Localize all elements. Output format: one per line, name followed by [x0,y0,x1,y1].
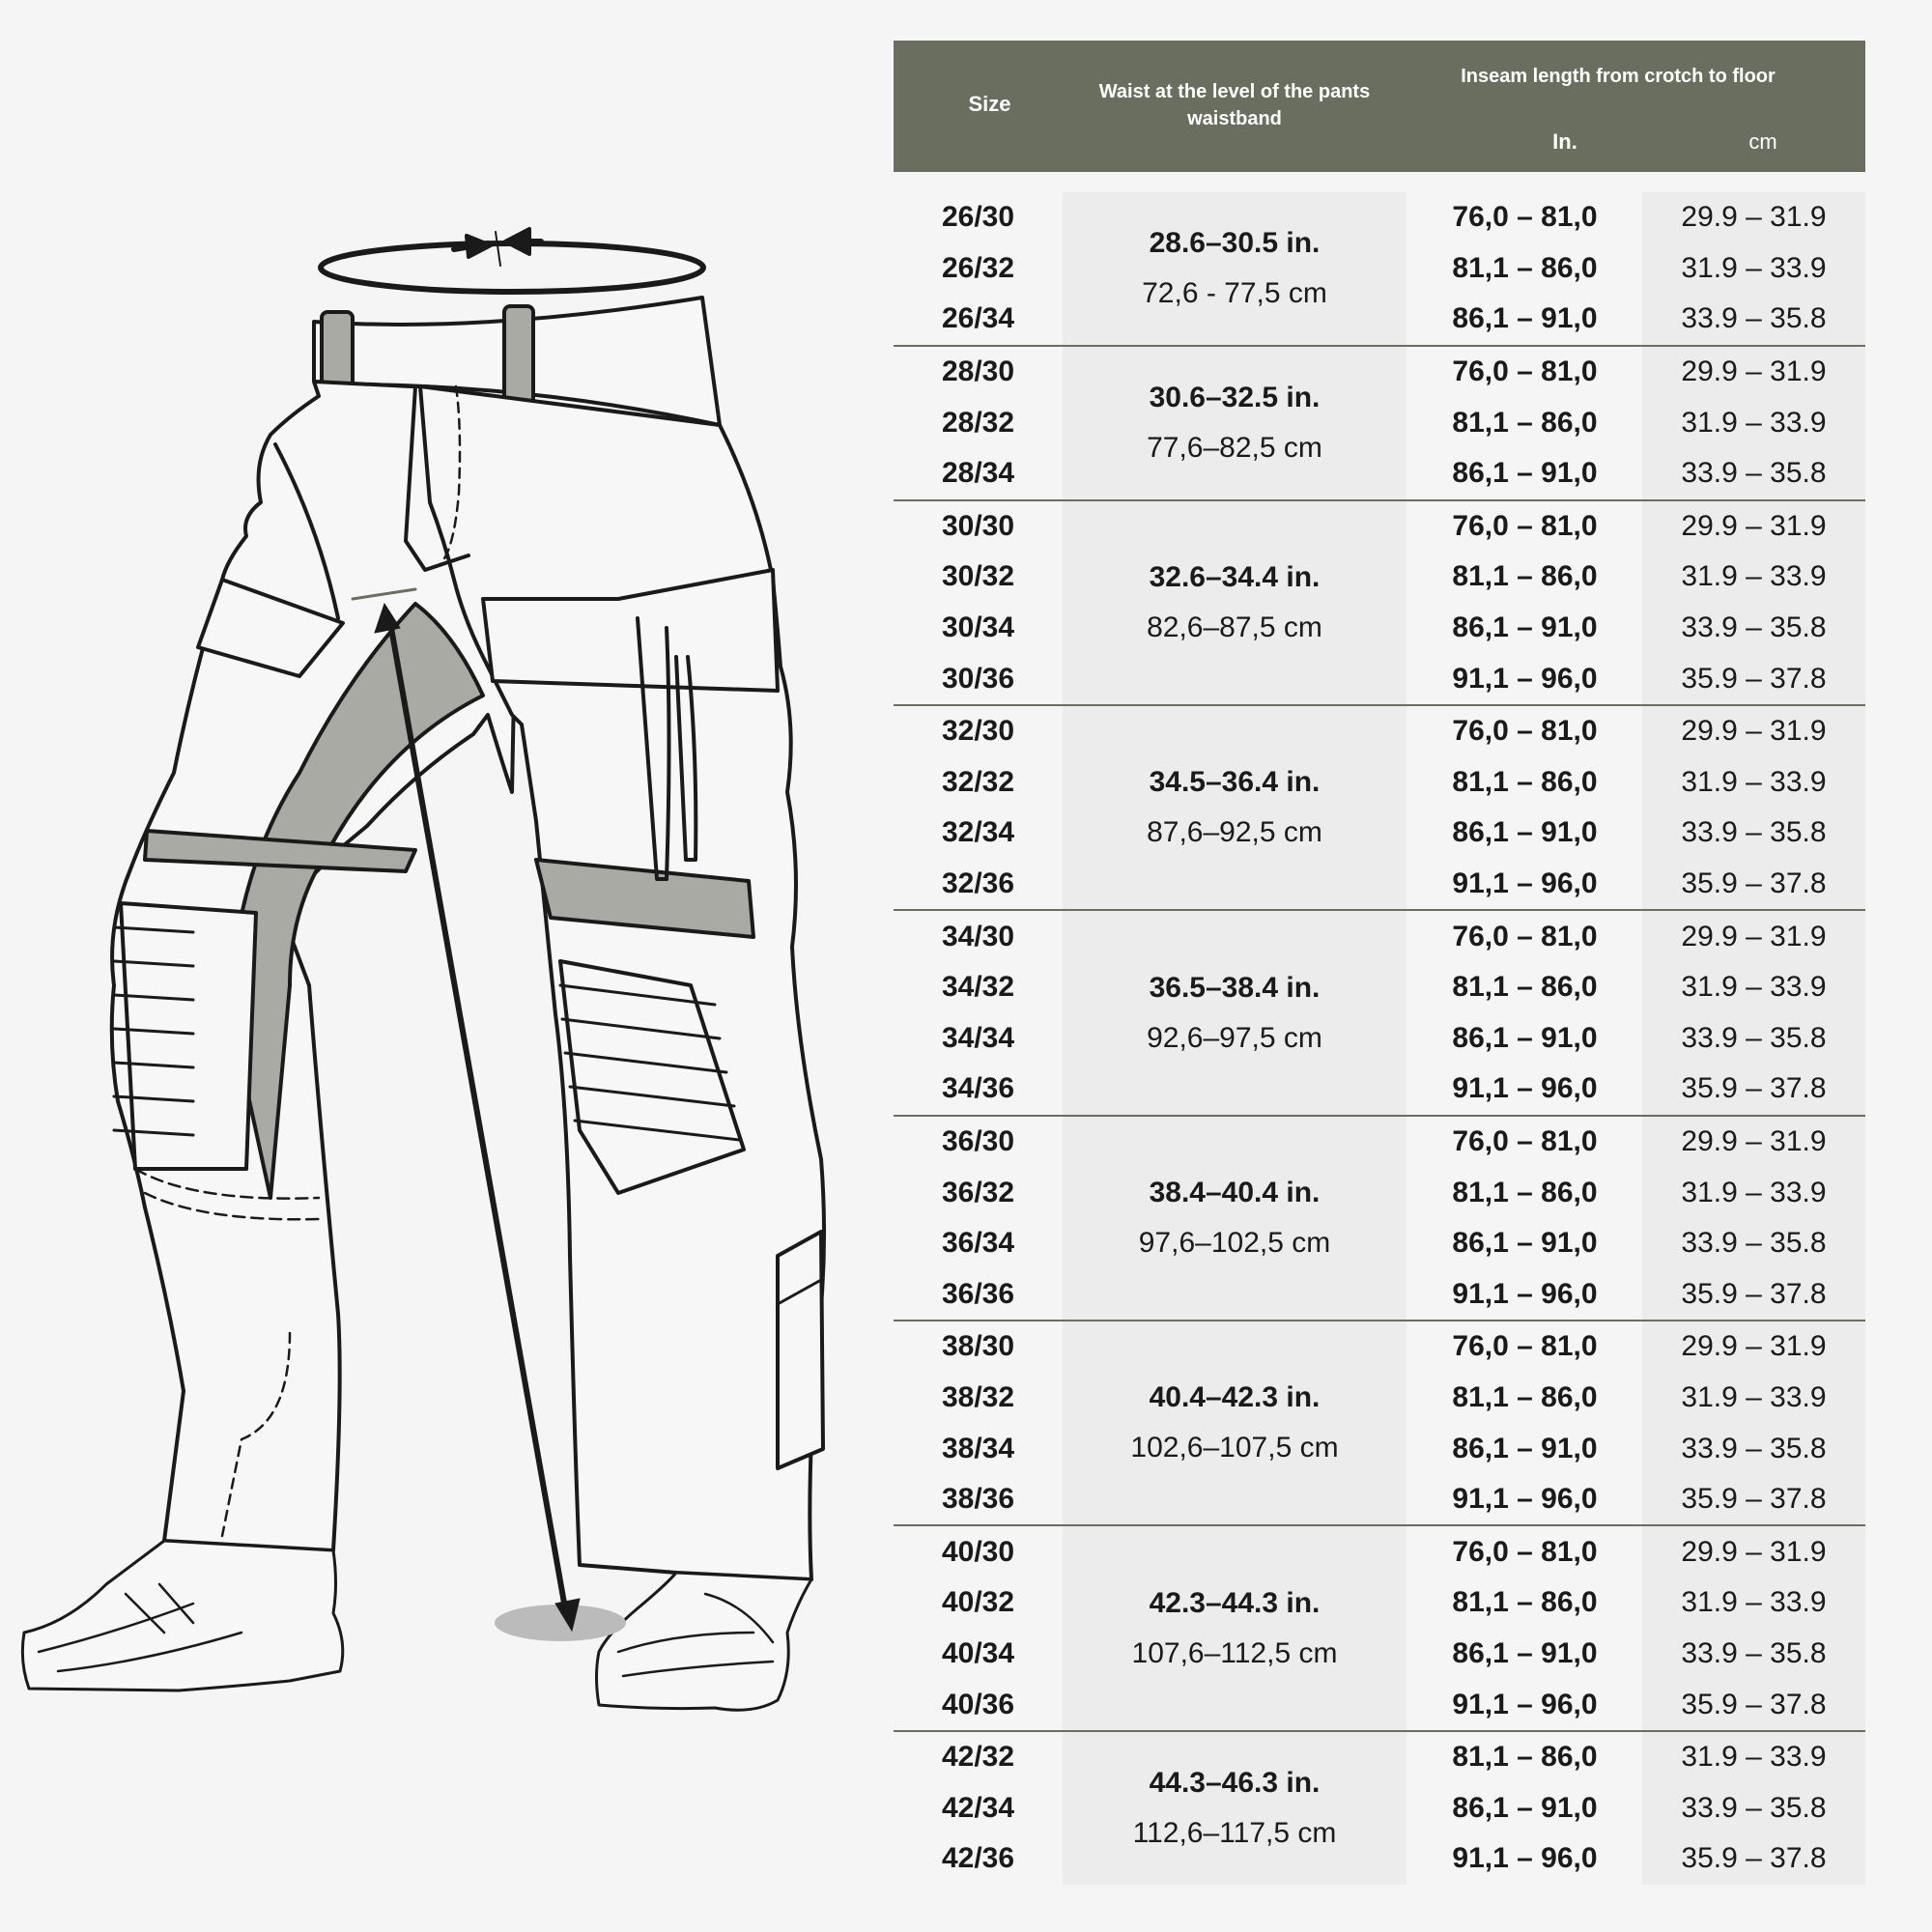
inseam-cm-cell: 35.9 – 37.8 [1681,1483,1827,1516]
waist-cm: 112,6–117,5 cm [1132,1816,1337,1849]
size-cell: 38/36 [941,1483,1015,1516]
inseam-cm-cell: 35.9 – 37.8 [1681,1072,1827,1105]
waist-cm: 72,6 - 77,5 cm [1142,276,1327,309]
inseam-in-cell: 81,1 – 86,0 [1452,406,1598,439]
size-cell: 26/34 [941,302,1015,335]
inseam-cm-cell: 31.9 – 33.9 [1681,251,1827,284]
inseam-cm-cell: 33.9 – 35.8 [1681,611,1827,644]
waist-cm: 77,6–82,5 cm [1147,431,1322,464]
size-cell: 40/34 [941,1636,1015,1669]
waist-cm: 82,6–87,5 cm [1147,611,1322,643]
inseam-cm-cell: 31.9 – 33.9 [1681,406,1827,439]
waist-cm: 97,6–102,5 cm [1138,1226,1331,1259]
inseam-cm-cell: 33.9 – 35.8 [1681,1227,1827,1260]
header-unit-in: In. [1552,129,1577,154]
table-row [894,192,1865,243]
waist-inches: 34.5–36.4 in. [1149,766,1321,799]
inseam-cm-cell: 33.9 – 35.8 [1681,1636,1827,1669]
inseam-cm-cell: 33.9 – 35.8 [1681,302,1827,335]
size-cell: 30/32 [941,560,1015,593]
inseam-in-cell: 86,1 – 91,0 [1452,1021,1598,1054]
size-cell: 34/30 [941,920,1015,952]
size-group [894,1732,1865,1885]
pants-measurement-illustration [0,0,850,1932]
waist-inches: 44.3–46.3 in. [1149,1766,1321,1799]
table-row [894,1321,1865,1373]
size-cell: 42/36 [941,1842,1015,1875]
inseam-in-cell: 91,1 – 96,0 [1452,1483,1598,1516]
inseam-cm-cell: 33.9 – 35.8 [1681,816,1827,849]
table-row [894,1117,1865,1168]
size-group [894,706,1865,911]
table-row [894,1218,1865,1269]
waist-measure-ring [321,243,703,292]
size-cell: 40/36 [941,1688,1015,1720]
table-row [894,1782,1865,1833]
size-cell: 36/36 [941,1277,1015,1310]
inseam-in-cell: 86,1 – 91,0 [1452,1636,1598,1669]
size-group [894,501,1865,706]
inseam-in-cell: 76,0 – 81,0 [1452,355,1598,388]
inseam-cm-cell: 29.9 – 31.9 [1681,920,1827,952]
table-row [894,448,1865,499]
inseam-in-cell: 86,1 – 91,0 [1452,302,1598,335]
table-row [894,1679,1865,1730]
waist-inches: 28.6–30.5 in. [1149,226,1321,259]
inseam-cm-cell: 33.9 – 35.8 [1681,1021,1827,1054]
size-cell: 32/36 [941,867,1015,900]
waist-arrow-head-right [505,229,529,254]
inseam-cm-cell: 31.9 – 33.9 [1681,971,1827,1004]
inseam-cm-cell: 29.9 – 31.9 [1681,1535,1827,1568]
table-row [894,1373,1865,1424]
inseam-in-cell: 91,1 – 96,0 [1452,1842,1598,1875]
size-cell: 36/30 [941,1124,1015,1157]
table-row [894,1423,1865,1474]
inseam-cm-cell: 35.9 – 37.8 [1681,867,1827,900]
right-boot [597,1573,812,1710]
header-size: Size [968,92,1011,116]
inseam-in-cell: 81,1 – 86,0 [1452,1176,1598,1208]
size-cell: 38/30 [941,1330,1015,1363]
size-group [894,347,1865,501]
waist-inches: 32.6–34.4 in. [1149,560,1321,593]
table-row [894,808,1865,859]
size-group [894,911,1865,1116]
waist-inches: 36.5–38.4 in. [1149,971,1321,1004]
inseam-cm-cell: 35.9 – 37.8 [1681,662,1827,695]
inseam-in-cell: 76,0 – 81,0 [1452,1330,1598,1363]
table-row [894,757,1865,809]
size-cell: 34/34 [941,1021,1015,1054]
inseam-cm-cell: 31.9 – 33.9 [1681,560,1827,593]
inseam-in-cell: 76,0 – 81,0 [1452,1535,1598,1568]
size-cell: 26/32 [941,251,1015,284]
size-cell: 32/34 [941,816,1015,849]
inseam-in-cell: 81,1 – 86,0 [1452,971,1598,1004]
inseam-cm-cell: 35.9 – 37.8 [1681,1277,1827,1310]
table-row [894,1629,1865,1680]
inseam-in-cell: 81,1 – 86,0 [1452,1741,1598,1774]
inseam-cm-cell: 31.9 – 33.9 [1681,1176,1827,1208]
inseam-in-cell: 81,1 – 86,0 [1452,560,1598,593]
waist-cm: 92,6–97,5 cm [1147,1021,1322,1054]
header-unit-cm: cm [1748,129,1777,154]
inseam-in-cell: 76,0 – 81,0 [1452,509,1598,542]
inseam-cm-cell: 33.9 – 35.8 [1681,1432,1827,1464]
size-table [894,41,1865,1885]
inseam-in-cell: 81,1 – 86,0 [1452,1380,1598,1413]
size-cell: 34/36 [941,1072,1015,1105]
size-cell: 30/34 [941,611,1015,644]
inseam-in-cell: 76,0 – 81,0 [1452,1124,1598,1157]
inseam-cm-cell: 29.9 – 31.9 [1681,355,1827,388]
size-cell: 32/30 [941,715,1015,748]
size-group [894,1321,1865,1526]
table-row [894,911,1865,962]
header-inseam: Inseam length from crotch to floor [1461,66,1776,87]
left-boot [22,1541,342,1690]
inseam-cm-cell: 33.9 – 35.8 [1681,1791,1827,1824]
size-cell: 30/36 [941,662,1015,695]
table-row [894,1268,1865,1320]
inseam-cm-cell: 31.9 – 33.9 [1681,1586,1827,1619]
table-row [894,1474,1865,1525]
inseam-in-cell: 91,1 – 96,0 [1452,1688,1598,1720]
waist-arrow-head-left [467,236,491,257]
size-cell: 36/32 [941,1176,1015,1208]
inseam-cm-cell: 31.9 – 33.9 [1681,1380,1827,1413]
table-header [894,41,1865,172]
inseam-in-cell: 86,1 – 91,0 [1452,1791,1598,1824]
waist-inches: 40.4–42.3 in. [1149,1381,1321,1414]
inseam-in-cell: 86,1 – 91,0 [1452,1432,1598,1464]
size-cell: 38/34 [941,1432,1015,1464]
size-cell: 36/34 [941,1227,1015,1260]
inseam-in-cell: 86,1 – 91,0 [1452,816,1598,849]
size-cell: 28/30 [941,355,1015,388]
size-group [894,192,1865,347]
size-cell: 40/32 [941,1586,1015,1619]
table-row [894,1167,1865,1218]
table-row [894,347,1865,398]
size-cell: 42/34 [941,1791,1015,1824]
size-cell: 32/32 [941,765,1015,798]
table-row [894,243,1865,295]
inseam-in-cell: 91,1 – 96,0 [1452,662,1598,695]
size-cell: 40/30 [941,1535,1015,1568]
waist-cm: 107,6–112,5 cm [1131,1636,1338,1669]
inseam-cm-cell: 29.9 – 31.9 [1681,509,1827,542]
table-row [894,1577,1865,1629]
size-cell: 30/30 [941,509,1015,542]
inseam-in-cell: 81,1 – 86,0 [1452,1586,1598,1619]
inseam-in-cell: 86,1 – 91,0 [1452,457,1598,490]
inseam-in-cell: 91,1 – 96,0 [1452,1072,1598,1105]
table-body [894,192,1865,1885]
size-group [894,1117,1865,1321]
waist-inches: 38.4–40.4 in. [1149,1176,1321,1208]
size-cell: 28/34 [941,457,1015,490]
inseam-in-cell: 91,1 – 96,0 [1452,1277,1598,1310]
table-row [894,501,1865,553]
table-row [894,706,1865,757]
header-waist: Waist at the level of the pants waistband [1098,81,1371,129]
size-cell: 28/32 [941,406,1015,439]
inseam-cm-cell: 31.9 – 33.9 [1681,765,1827,798]
size-group [894,1526,1865,1731]
size-cell: 42/32 [941,1741,1015,1774]
table-row [894,1064,1865,1115]
inseam-cm-cell: 29.9 – 31.9 [1681,201,1827,234]
table-row [894,1013,1865,1065]
inseam-cm-cell: 29.9 – 31.9 [1681,715,1827,748]
size-cell: 26/30 [941,201,1015,234]
waist-inches: 42.3–44.3 in. [1149,1586,1321,1619]
size-cell: 38/32 [941,1380,1015,1413]
table-row [894,294,1865,345]
inseam-cm-cell: 35.9 – 37.8 [1681,1688,1827,1720]
waist-cm: 87,6–92,5 cm [1147,816,1322,849]
inseam-cm-cell: 29.9 – 31.9 [1681,1124,1827,1157]
inseam-in-cell: 91,1 – 96,0 [1452,867,1598,900]
table-row [894,603,1865,654]
inseam-in-cell: 76,0 – 81,0 [1452,715,1598,748]
inseam-in-cell: 86,1 – 91,0 [1452,611,1598,644]
inseam-cm-cell: 33.9 – 35.8 [1681,457,1827,490]
inseam-in-cell: 76,0 – 81,0 [1452,201,1598,234]
table-row [894,552,1865,603]
inseam-in-cell: 81,1 – 86,0 [1452,765,1598,798]
inseam-cm-cell: 29.9 – 31.9 [1681,1330,1827,1363]
table-row [894,397,1865,448]
waist-inches: 30.6–32.5 in. [1149,381,1321,413]
table-row [894,859,1865,910]
waist-cm: 102,6–107,5 cm [1130,1432,1339,1464]
inseam-in-cell: 81,1 – 86,0 [1452,251,1598,284]
inseam-cm-cell: 35.9 – 37.8 [1681,1842,1827,1875]
table-row [894,653,1865,704]
table-row [894,1833,1865,1885]
inseam-cm-cell: 31.9 – 33.9 [1681,1741,1827,1774]
size-cell: 34/32 [941,971,1015,1004]
table-row [894,1526,1865,1577]
table-row [894,962,1865,1013]
inseam-in-cell: 76,0 – 81,0 [1452,920,1598,952]
table-row [894,1732,1865,1783]
inseam-in-cell: 86,1 – 91,0 [1452,1227,1598,1260]
